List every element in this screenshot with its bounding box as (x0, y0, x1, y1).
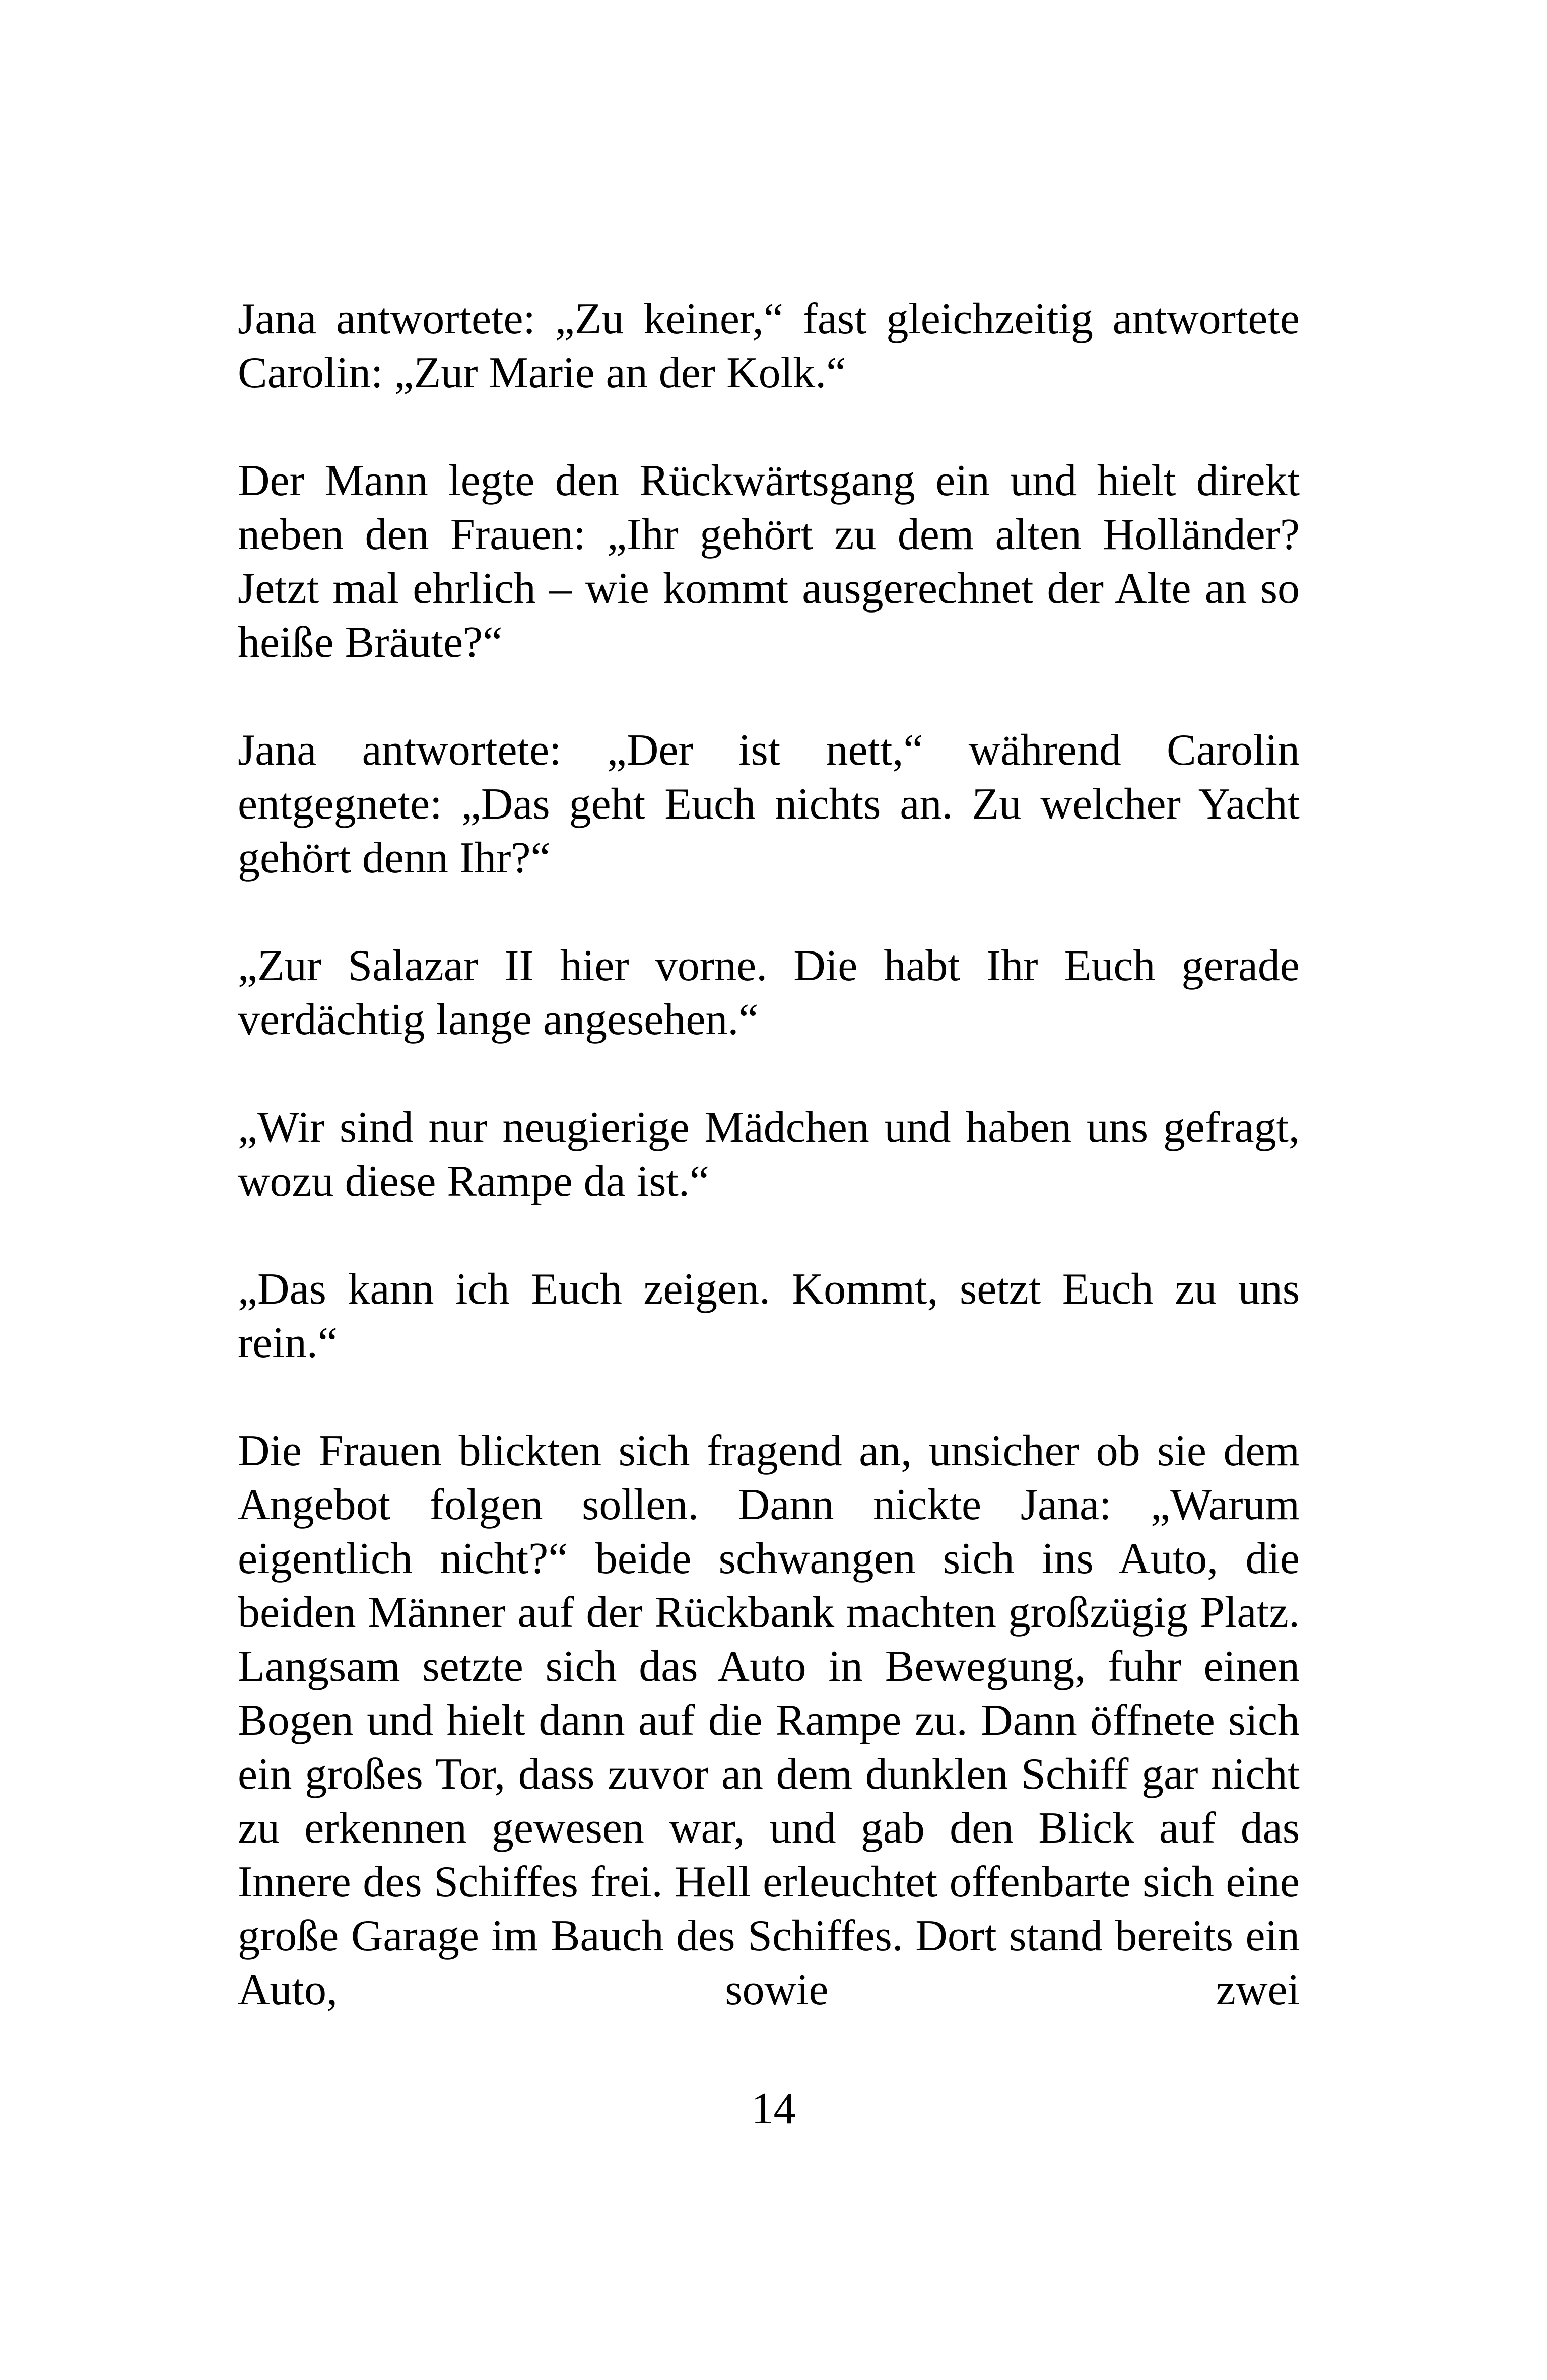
paragraph-7: Die Frauen blickten sich fragend an, unsicher ob sie dem Angebot folgen sollen. Dann nickte Jana: „Warum eigentlich nicht?“ beide schwangen sich ins Auto, die beiden Männer auf der Rückbank machten großzügig Platz. Langsam setzte sich das Auto in Bewegung, fuhr einen Bogen und hielt dann auf die Rampe zu. Dann öffnete sich ein großes Tor, dass zuvor an dem dunklen Schiff gar nicht zu erkennen gewesen war, und gab den Blick auf das Innere des Schiffes frei. Hell erleuchtet offenbarte sich eine große Garage im Bauch des Schiffes. Dort stand bereits ein Auto, sowie zwei (238, 1426, 1300, 2014)
paragraph-3: Jana antwortete: „Der ist nett,“ während Carolin entgegnete: „Das geht Euch nichts an. Zu welcher Yacht gehört denn Ihr?“ (238, 726, 1300, 882)
body-text (238, 292, 1300, 2017)
paragraph-1: Jana antwortete: „Zu keiner,“ fast gleichzeitig antwortete Carolin: „Zur Marie an der Kolk.“ (238, 295, 1300, 397)
paragraph-2: Der Mann legte den Rückwärtsgang ein und hielt direkt neben den Frauen: „Ihr gehört zu dem alten Holländer? Jetzt mal ehrlich – wie kommt ausgerechnet der Alte an so heiße Bräute?“ (238, 456, 1300, 667)
paragraph-5: „Wir sind nur neugierige Mädchen und haben uns gefragt, wozu diese Rampe da ist.“ (238, 1103, 1300, 1206)
paragraph-4: „Zur Salazar II hier vorne. Die habt Ihr Euch gerade verdächtig lange angesehen.“ (238, 941, 1300, 1044)
page-number: 14 (751, 2084, 796, 2133)
paragraph-6: „Das kann ich Euch zeigen. Kommt, setzt Euch zu uns rein.“ (238, 1265, 1300, 1368)
